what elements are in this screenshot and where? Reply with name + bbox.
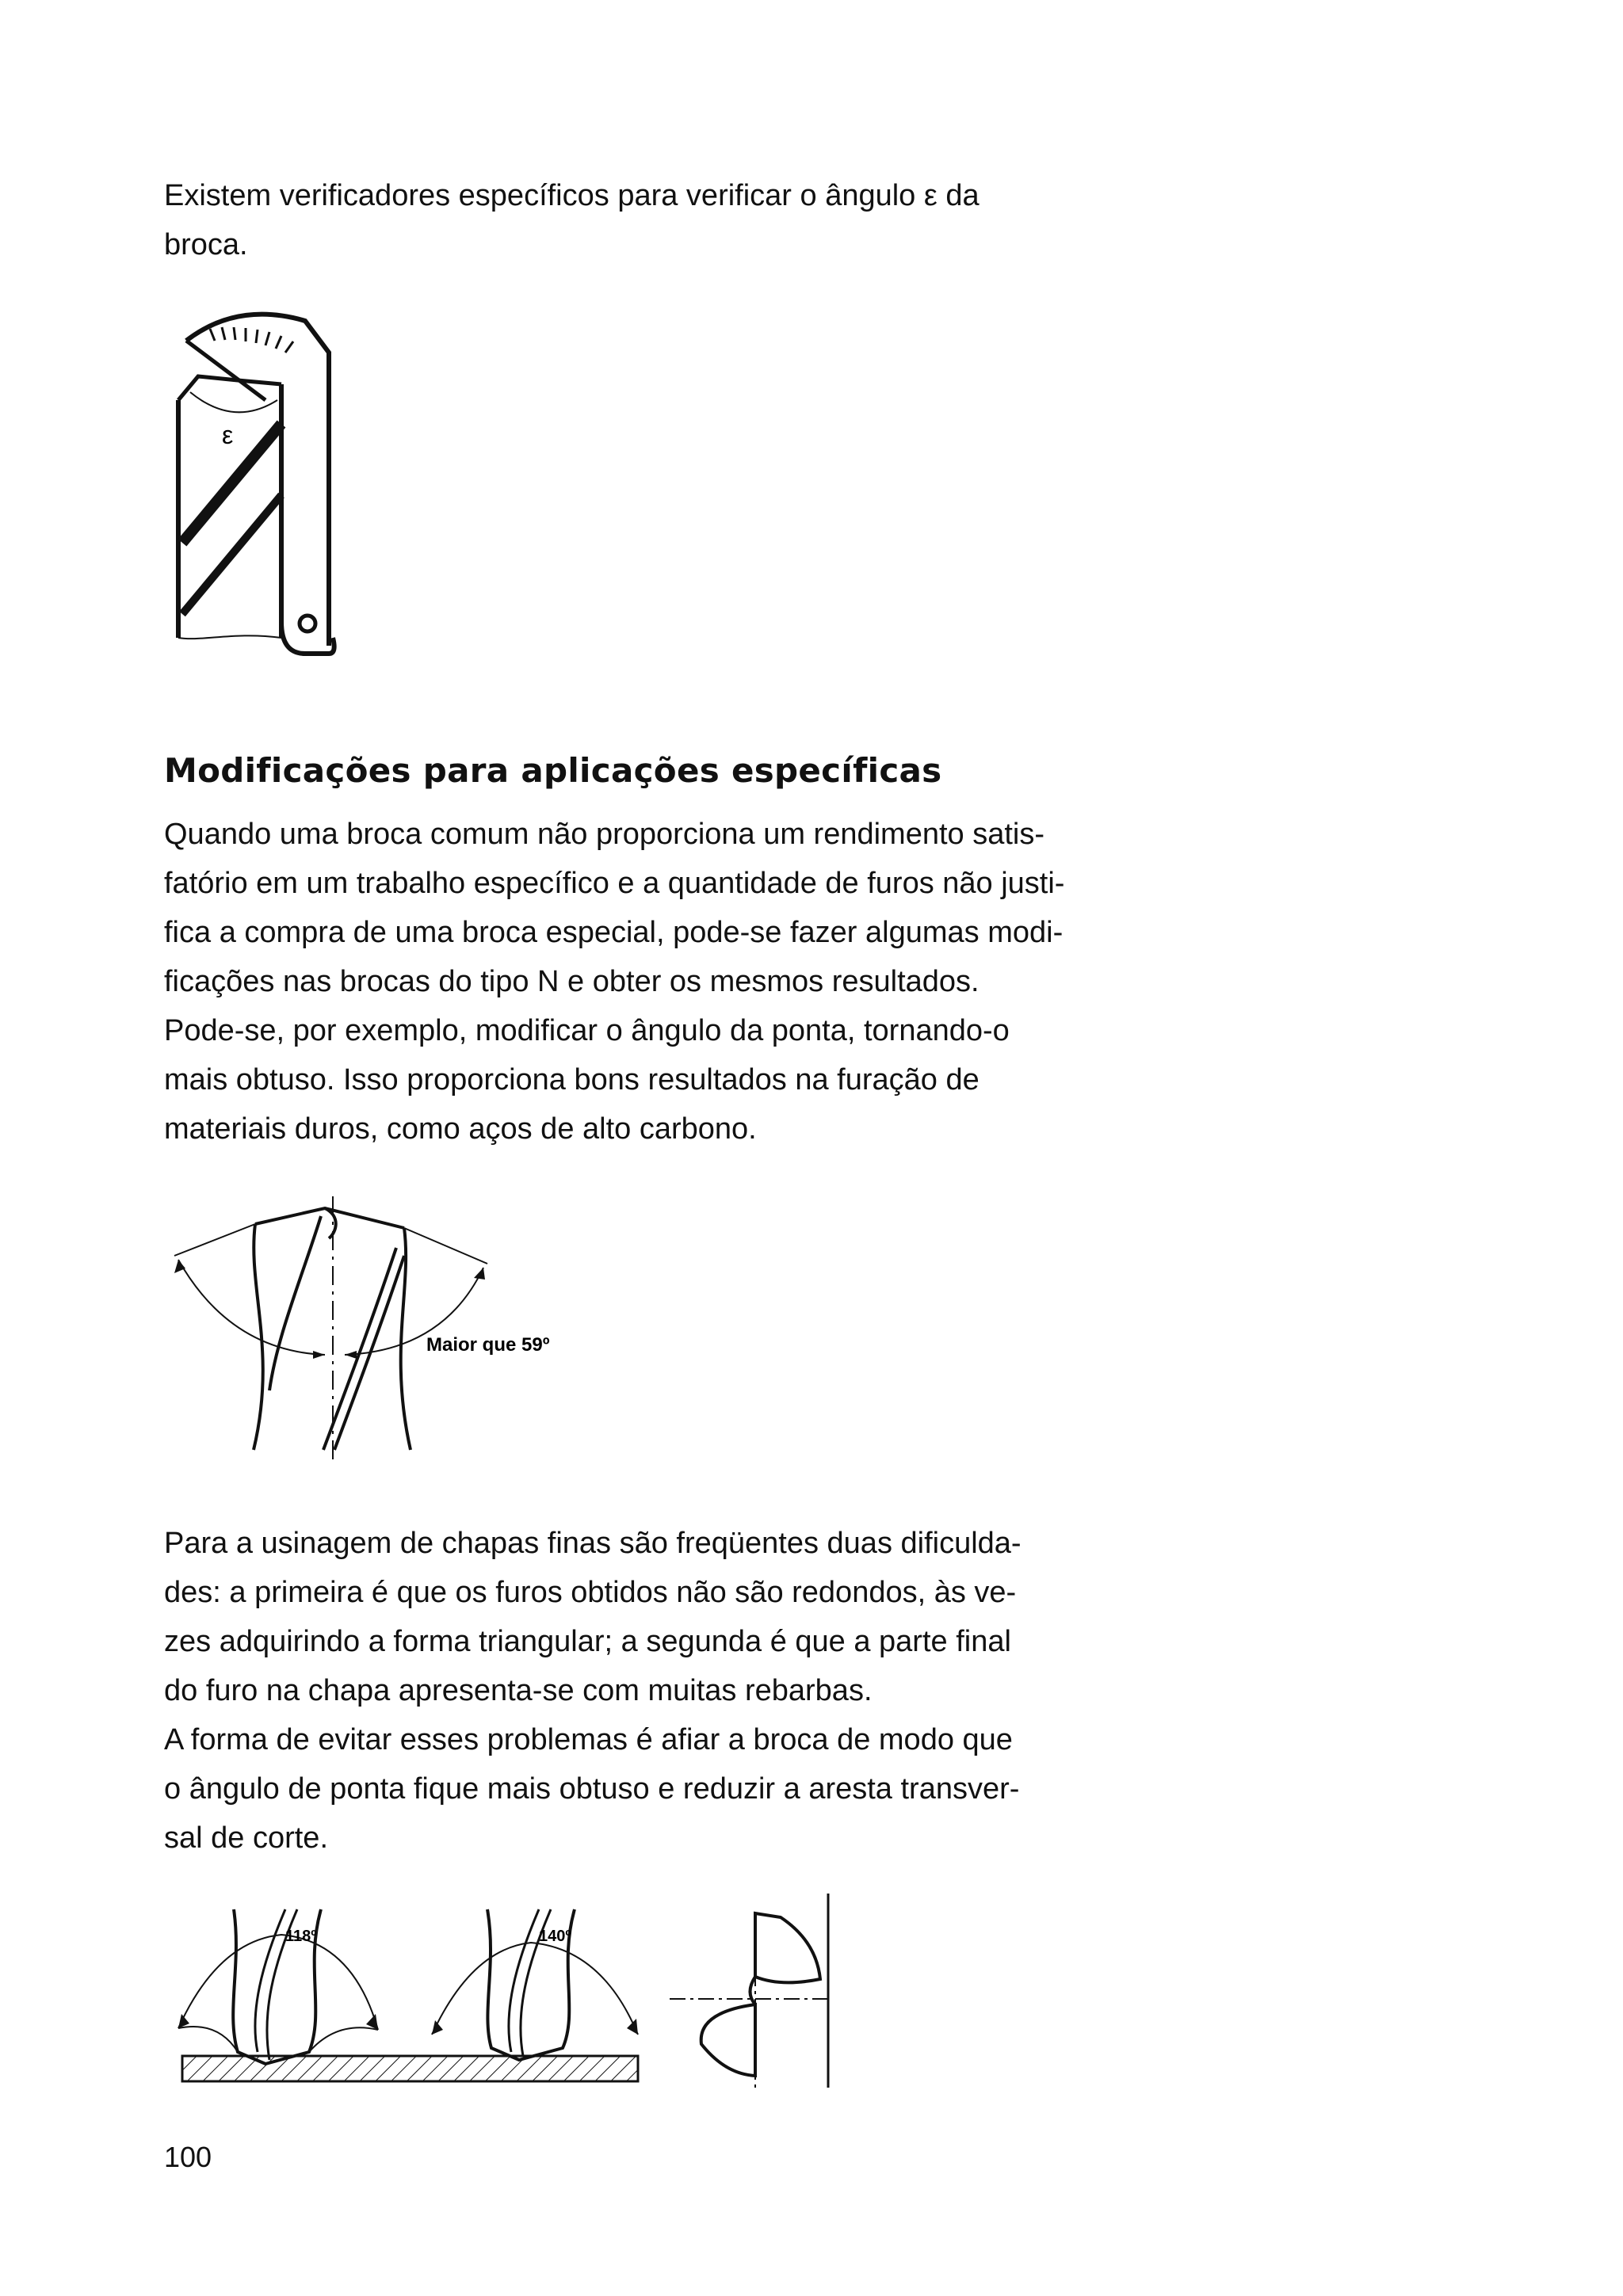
thin-sheet-drilling-figure [170,1894,852,2100]
intro-paragraph [164,171,1044,269]
text-line: do furo na chapa apresenta-se com muitas rebarbas. [164,1674,873,1707]
section-heading: Modificações para aplicações específicas [164,751,942,790]
text-line: des: a primeira é que os furos obtidos não são redondos, às ve- [164,1576,1017,1609]
text-line: Existem verificadores específicos para verificar o ângulo ε da [164,179,980,212]
text-line: materiais duros, como aços de alto carbono. [164,1112,757,1146]
epsilon-label: ε [222,421,234,449]
text-line: Quando uma broca comum não proporciona um rendimento satis- [164,818,1045,851]
thin-sheet-paragraph [164,1519,1044,1863]
text-line: zes adquirindo a forma triangular; a segunda é que a parte final [164,1625,1011,1658]
text-line: ficações nas brocas do tipo N e obter os mesmos resultados. [164,965,980,998]
text-line: sal de corte. [164,1821,328,1855]
section-paragraph [164,810,1065,1154]
text-line: A forma de evitar esses problemas é afiar a broca de modo que [164,1723,1013,1756]
text-line: o ângulo de ponta fique mais obtuso e reduzir a aresta transver- [164,1772,1020,1806]
text-line: fica a compra de uma broca especial, pode-se fazer algumas modi- [164,916,1064,949]
obtuse-point-drill-figure [158,1192,602,1470]
drill-angle-gauge-figure [162,305,353,669]
text-line: fatório em um trabalho específico e a quantidade de furos não justi- [164,867,1065,900]
text-line: mais obtuso. Isso proporciona bons resultados na furação de [164,1063,980,1097]
text-line: Pode-se, por exemplo, modificar o ângulo da ponta, tornando-o [164,1014,1010,1047]
angle-118-label: 118º [285,1928,317,1945]
text-line: Para a usinagem de chapas finas são freqüentes duas dificulda- [164,1527,1022,1560]
angle-140-label: 140º [539,1928,571,1945]
angle-label: Maior que 59º [426,1334,550,1356]
page-number: 100 [164,2141,212,2173]
text-line: broca. [164,228,248,261]
